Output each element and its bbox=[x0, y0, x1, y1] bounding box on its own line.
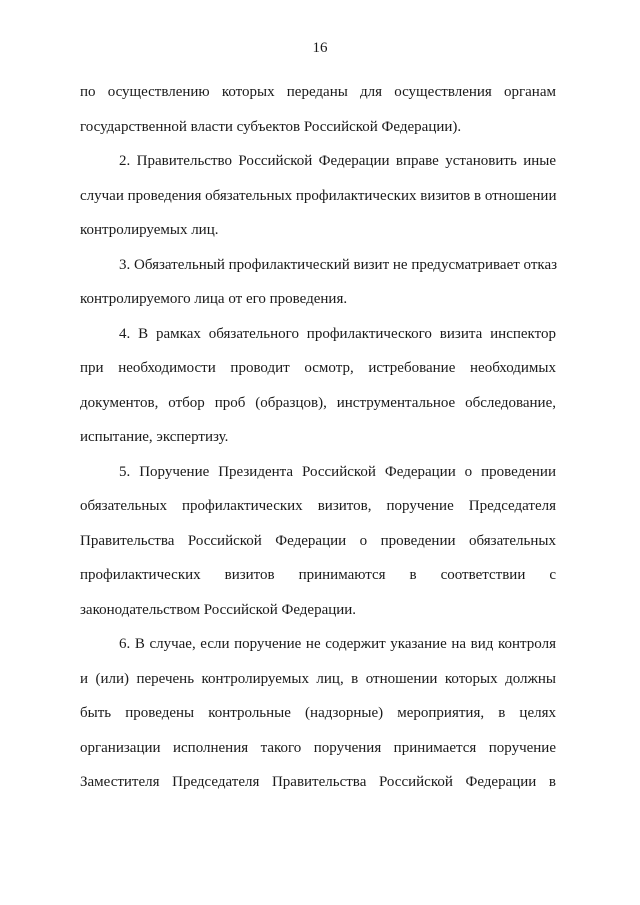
paragraph bbox=[80, 144, 556, 248]
text-line: профилактических визитов принимаются в соответствии с bbox=[80, 567, 556, 583]
text-line: 2. Правительство Российской Федерации вправе установить иные bbox=[119, 153, 556, 169]
text-line: быть проведены контрольные (надзорные) мероприятия, в целях bbox=[80, 705, 556, 721]
text-line: 3. Обязательный профилактический визит не предусматривает отказ bbox=[119, 256, 558, 273]
text-line: по осуществлению которых переданы для осуществления органам bbox=[80, 84, 556, 100]
text-line: документов, отбор проб (образцов), инструментальное обследование, bbox=[80, 394, 556, 411]
page-number: 16 bbox=[312, 40, 328, 56]
text-line: испытание, экспертизу. bbox=[80, 429, 229, 445]
text-line: организации исполнения такого поручения принимается поручение bbox=[80, 739, 556, 756]
text-line: и (или) перечень контролируемых лиц, в отношении которых должны bbox=[80, 670, 556, 687]
document-body bbox=[80, 75, 556, 800]
paragraph bbox=[80, 248, 556, 317]
text-line: Заместителя Председателя Правительства Российской Федерации в bbox=[80, 774, 556, 790]
text-line: контролируемого лица от его проведения. bbox=[80, 291, 348, 307]
paragraph bbox=[80, 317, 556, 455]
text-line: законодательством Российской Федерации. bbox=[80, 601, 357, 618]
text-line: Правительства Российской Федерации о проведении обязательных bbox=[80, 532, 556, 549]
text-line: 4. В рамках обязательного профилактического визита инспектор bbox=[119, 325, 556, 342]
text-line: контролируемых лиц. bbox=[80, 222, 219, 238]
paragraph bbox=[80, 75, 556, 144]
text-line: государственной власти субъектов Российской Федерации). bbox=[80, 118, 462, 135]
paragraph bbox=[80, 455, 556, 628]
text-line: обязательных профилактических визитов, поручение Председателя bbox=[80, 498, 556, 514]
text-line: случаи проведения обязательных профилактических визитов в отношении bbox=[80, 187, 557, 204]
text-line: 5. Поручение Президента Российской Федерации о проведении bbox=[119, 463, 556, 480]
text-line: при необходимости проводит осмотр, истребование необходимых bbox=[80, 360, 556, 376]
text-line: 6. В случае, если поручение не содержит указание на вид контроля bbox=[119, 636, 556, 652]
paragraph bbox=[80, 627, 556, 800]
